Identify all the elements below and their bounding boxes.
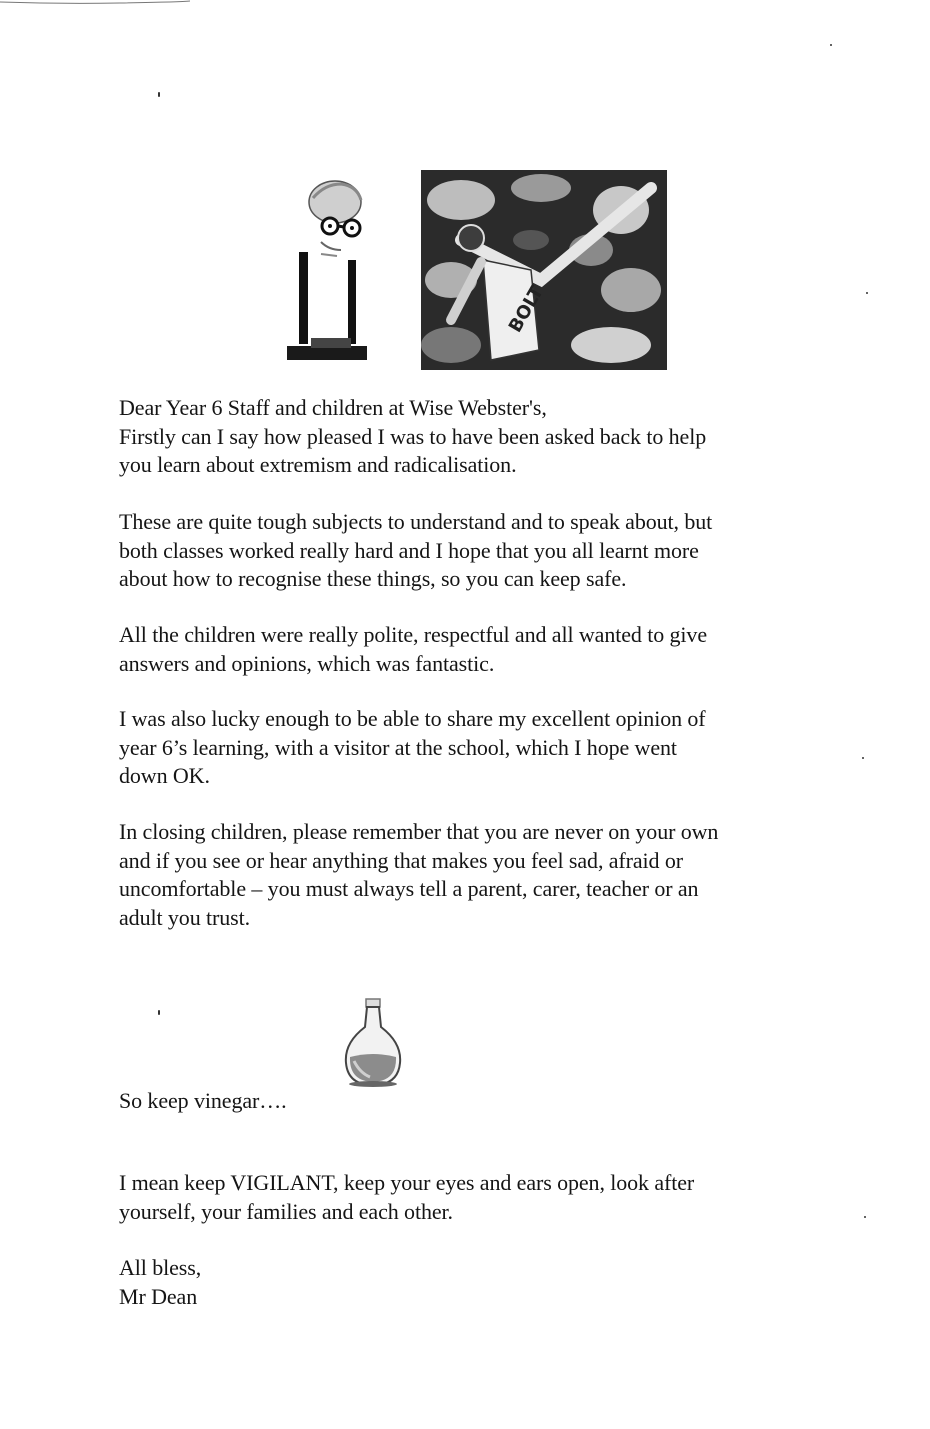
scan-speck <box>862 757 864 759</box>
paragraph-subjects: These are quite tough subjects to understand and to speak about, but both classes worked really hard and I hope that you all learnt more about how to recognise these things, so you can keep safe. <box>119 509 713 591</box>
vinegar-bottle-icon <box>340 995 406 1090</box>
scan-speck <box>864 1216 866 1218</box>
scan-streak <box>0 0 190 6</box>
greeting-paragraph: Dear Year 6 Staff and children at Wise Webster's, Firstly can I say how pleased I was to have been asked back to help you learn about extremism and radicalisation. <box>119 395 707 477</box>
figure-icon <box>285 178 371 368</box>
paragraph-opinion: I was also lucky enough to be able to share my excellent opinion of year 6’s learning, with a visitor at the school, which I hope went down OK. <box>119 706 706 788</box>
scan-speck <box>830 44 832 46</box>
vinegar-line: So keep vinegar…. <box>119 1088 287 1113</box>
scan-speck <box>866 292 868 294</box>
scan-speck <box>158 1010 160 1015</box>
paragraph-closing: In closing children, please remember that you are never on your own and if you see or hear anything that makes you feel sad, afraid or uncomfortable – you must always tell a parent, carer, teacher or an adult you trust. <box>119 819 719 930</box>
athlete-photo <box>421 170 667 370</box>
scan-speck <box>158 92 160 97</box>
athlete-bib: BOLT <box>504 282 548 337</box>
signoff: All bless, Mr Dean <box>119 1255 202 1309</box>
paragraph-polite: All the children were really polite, respectful and all wanted to give answers and opinions, which was fantastic. <box>119 622 707 676</box>
vigilant-paragraph: I mean keep VIGILANT, keep your eyes and ears open, look after yourself, your families and each other. <box>119 1170 695 1224</box>
